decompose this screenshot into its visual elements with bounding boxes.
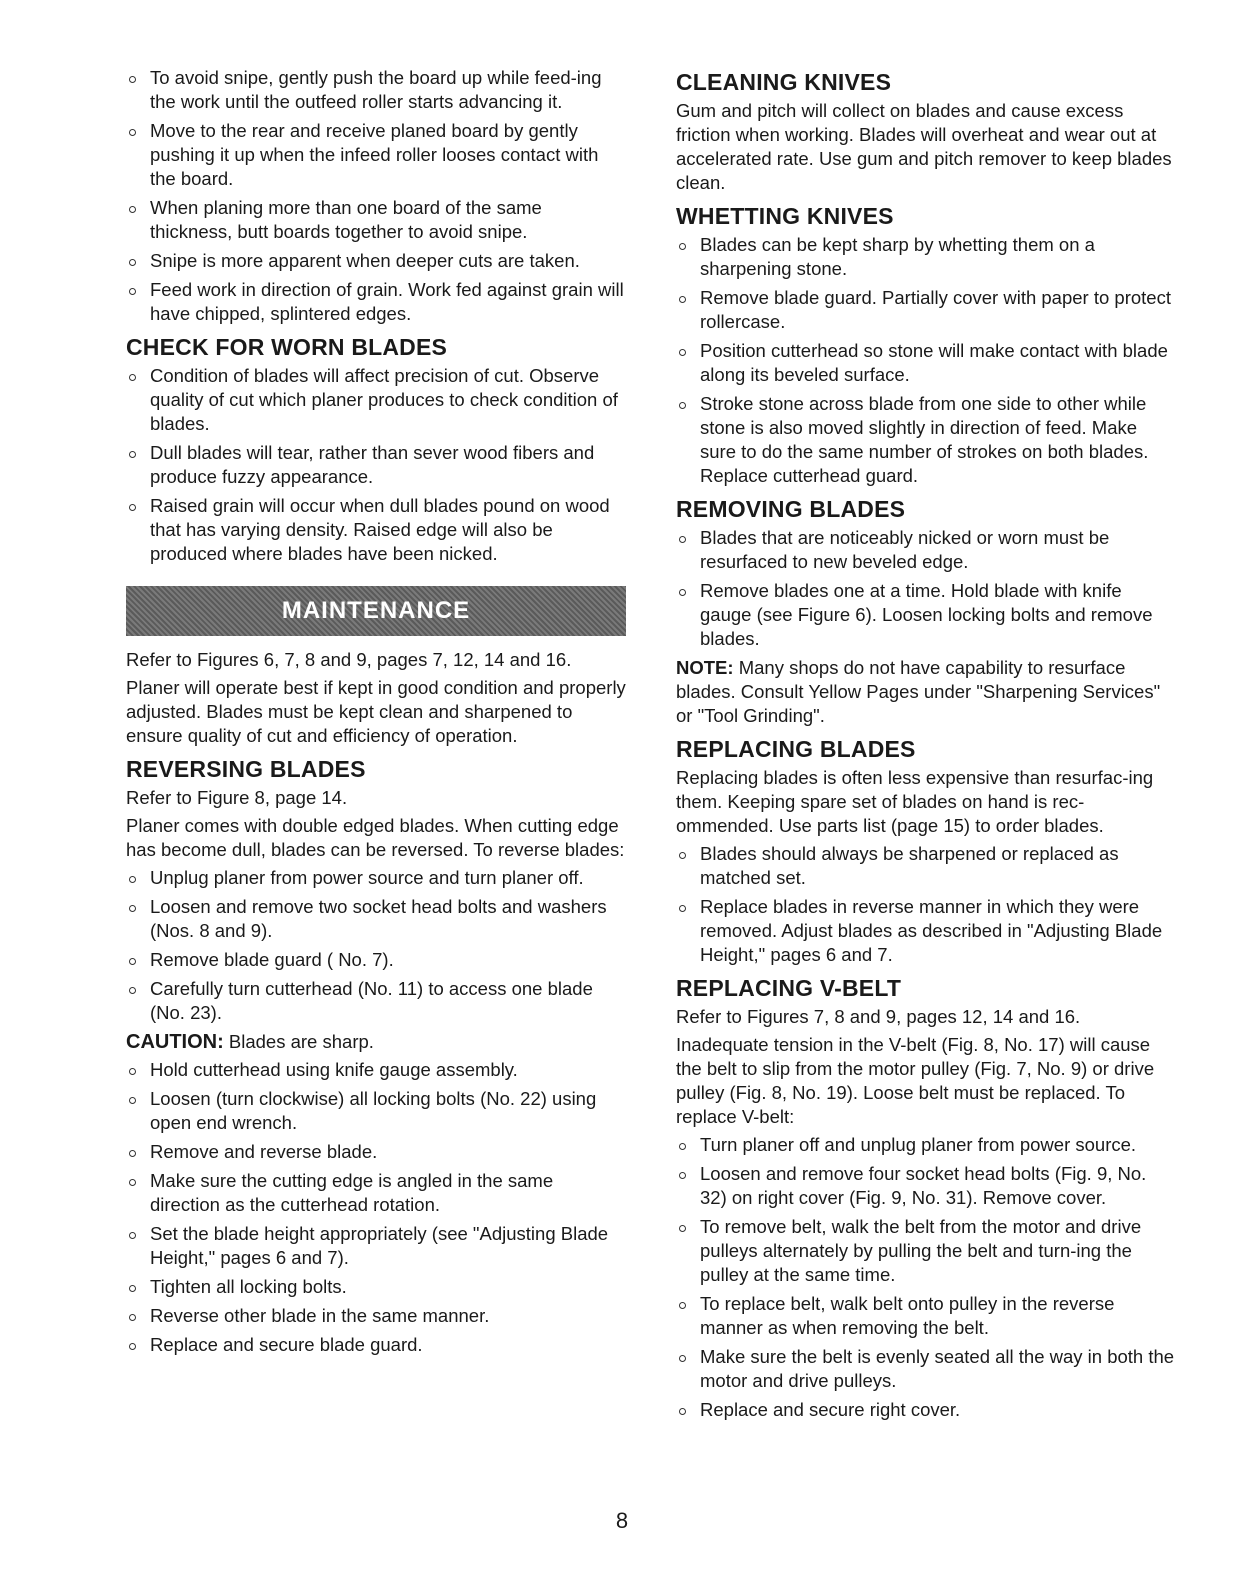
- bullet-icon: [129, 1097, 136, 1104]
- bullet-icon: [679, 1355, 686, 1362]
- list-item: Position cutterhead so stone will make contact with blade along its beveled surface.: [676, 339, 1176, 387]
- bullet-icon: [679, 905, 686, 912]
- bullet-icon: [129, 1343, 136, 1350]
- note-text: Many shops do not have capability to resurface blades. Consult Yellow Pages under "Sharpening Services" or "Tool Grinding".: [676, 657, 1161, 726]
- bullet-icon: [129, 876, 136, 883]
- list-item: Remove blade guard ( No. 7).: [126, 948, 626, 972]
- caution-label: CAUTION:: [126, 1031, 224, 1053]
- bullet-icon: [679, 1408, 686, 1415]
- list-item: Set the blade height appropriately (see "Adjusting Blade Height," pages 6 and 7).: [126, 1222, 626, 1270]
- list-item: Turn planer off and unplug planer from power source.: [676, 1133, 1176, 1157]
- section-heading-cleaning-knives: CLEANING KNIVES: [676, 69, 892, 95]
- section-heading-reversing-blades: REVERSING BLADES: [126, 756, 366, 782]
- section-heading-replacing-vbelt: REPLACING V-BELT: [676, 975, 902, 1001]
- list-item: Unplug planer from power source and turn planer off.: [126, 866, 626, 890]
- bullet-icon: [129, 958, 136, 965]
- vbelt-list: [676, 1133, 1176, 1422]
- list-item: Loosen and remove two socket head bolts and washers (Nos. 8 and 9).: [126, 895, 626, 943]
- bullet-icon: [129, 129, 136, 136]
- snipe-tips-list: [126, 66, 626, 326]
- reversing-intro: Planer comes with double edged blades. When cutting edge has become dull, blades can be reversed. To reverse blades:: [126, 815, 625, 860]
- vbelt-intro: Inadequate tension in the V-belt (Fig. 8, No. 17) will cause the belt to slip from the motor pulley (Fig. 7, No. 9) or drive pulley (Fig. 8, No. 19). Loose belt must be replaced. To replace V-belt:: [676, 1034, 1155, 1127]
- maintenance-intro: Planer will operate best if kept in good condition and properly adjusted. Blades must be kept clean and sharpened to ensure quality of cut and efficiency of operation.: [126, 677, 626, 746]
- bullet-icon: [129, 1150, 136, 1157]
- bullet-icon: [679, 296, 686, 303]
- list-item: Blades should always be sharpened or replaced as matched set.: [676, 842, 1176, 890]
- list-item: Replace and secure blade guard.: [126, 1333, 626, 1357]
- list-item: Feed work in direction of grain. Work fed against grain will have chipped, splintered edges.: [126, 278, 626, 326]
- list-item: Stroke stone across blade from one side to other while stone is also moved slightly in direction of feed. Make sure to do the same number of strokes on both blades. Replace cutterhead guard.: [676, 392, 1176, 488]
- section-heading-replacing-blades: REPLACING BLADES: [676, 736, 916, 762]
- maintenance-figures-ref: Refer to Figures 6, 7, 8 and 9, pages 7, 12, 14 and 16.: [126, 649, 572, 670]
- list-item: Condition of blades will affect precision of cut. Observe quality of cut which planer produces to check condition of blades.: [126, 364, 626, 436]
- list-item: When planing more than one board of the same thickness, butt boards together to avoid snipe.: [126, 196, 626, 244]
- replacing-intro: Replacing blades is often less expensive than resurfac-ing them. Keeping spare set of blades on hand is rec-ommended. Use parts list (page 15) to order blades.: [676, 767, 1154, 836]
- bullet-icon: [679, 1172, 686, 1179]
- list-item: To remove belt, walk the belt from the motor and drive pulleys alternately by pulling the belt and turn-ing the pulley at the same time.: [676, 1215, 1176, 1287]
- left-column: [126, 66, 626, 1362]
- bullet-icon: [679, 402, 686, 409]
- replacing-list: [676, 842, 1176, 967]
- reversing-figure-ref: Refer to Figure 8, page 14.: [126, 787, 348, 808]
- bullet-icon: [129, 905, 136, 912]
- maintenance-banner: [126, 586, 626, 636]
- reversing-steps-list-2: [126, 1058, 626, 1357]
- list-item: Dull blades will tear, rather than sever wood fibers and produce fuzzy appearance.: [126, 441, 626, 489]
- section-heading-whetting-knives: WHETTING KNIVES: [676, 203, 894, 229]
- bullet-icon: [129, 1179, 136, 1186]
- bullet-icon: [129, 504, 136, 511]
- bullet-icon: [129, 259, 136, 266]
- bullet-icon: [129, 1314, 136, 1321]
- bullet-icon: [129, 987, 136, 994]
- list-item: Snipe is more apparent when deeper cuts are taken.: [126, 249, 626, 273]
- bullet-icon: [129, 1232, 136, 1239]
- bullet-icon: [129, 1285, 136, 1292]
- vbelt-figures-ref: Refer to Figures 7, 8 and 9, pages 12, 14 and 16.: [676, 1006, 1081, 1027]
- list-item: Hold cutterhead using knife gauge assembly.: [126, 1058, 626, 1082]
- list-item: Move to the rear and receive planed board by gently pushing it up when the infeed roller looses contact with the board.: [126, 119, 626, 191]
- list-item: Replace and secure right cover.: [676, 1398, 1176, 1422]
- bullet-icon: [679, 536, 686, 543]
- worn-blades-list: [126, 364, 626, 566]
- bullet-icon: [129, 288, 136, 295]
- bullet-icon: [679, 1225, 686, 1232]
- right-column: [676, 66, 1176, 1427]
- page-number: 8: [615, 1508, 629, 1533]
- list-item: Tighten all locking bolts.: [126, 1275, 626, 1299]
- bullet-icon: [129, 76, 136, 83]
- bullet-icon: [679, 243, 686, 250]
- bullet-icon: [129, 451, 136, 458]
- list-item: Loosen (turn clockwise) all locking bolts (No. 22) using open end wrench.: [126, 1087, 626, 1135]
- bullet-icon: [679, 852, 686, 859]
- section-heading-removing-blades: REMOVING BLADES: [676, 496, 906, 522]
- cleaning-text: Gum and pitch will collect on blades and cause excess friction when working. Blades will overheat and wear out at accelerated rate. Use gum and pitch remover to keep blades clean.: [676, 100, 1172, 193]
- note-label: NOTE:: [676, 657, 734, 678]
- list-item: Replace blades in reverse manner in which they were removed. Adjust blades as described in "Adjusting Blade Height," pages 6 and 7.: [676, 895, 1176, 967]
- list-item: Carefully turn cutterhead (No. 11) to access one blade (No. 23).: [126, 977, 626, 1025]
- bullet-icon: [679, 1302, 686, 1309]
- bullet-icon: [679, 589, 686, 596]
- caution-note: [126, 1030, 626, 1054]
- list-item: Make sure the cutting edge is angled in the same direction as the cutterhead rotation.: [126, 1169, 626, 1217]
- removing-note: [676, 656, 1176, 728]
- caution-text: Blades are sharp.: [223, 1031, 374, 1052]
- list-item: To avoid snipe, gently push the board up while feed-ing the work until the outfeed roller starts advancing it.: [126, 66, 626, 114]
- list-item: Remove blades one at a time. Hold blade with knife gauge (see Figure 6). Loosen locking bolts and remove blades.: [676, 579, 1176, 651]
- section-heading-worn-blades: CHECK FOR WORN BLADES: [126, 334, 448, 360]
- list-item: Remove blade guard. Partially cover with paper to protect rollercase.: [676, 286, 1176, 334]
- bullet-icon: [129, 1068, 136, 1075]
- list-item: Reverse other blade in the same manner.: [126, 1304, 626, 1328]
- list-item: Make sure the belt is evenly seated all the way in both the motor and drive pulleys.: [676, 1345, 1176, 1393]
- reversing-steps-list: [126, 866, 626, 1025]
- list-item: Blades that are noticeably nicked or worn must be resurfaced to new beveled edge.: [676, 526, 1176, 574]
- list-item: To replace belt, walk belt onto pulley in the reverse manner as when removing the belt.: [676, 1292, 1176, 1340]
- bullet-icon: [679, 1143, 686, 1150]
- list-item: Blades can be kept sharp by whetting them on a sharpening stone.: [676, 233, 1176, 281]
- bullet-icon: [129, 374, 136, 381]
- list-item: Loosen and remove four socket head bolts (Fig. 9, No. 32) on right cover (Fig. 9, No. 31). Remove cover.: [676, 1162, 1176, 1210]
- list-item: Remove and reverse blade.: [126, 1140, 626, 1164]
- list-item: Raised grain will occur when dull blades pound on wood that has varying density. Raised edge will also be produced where blades have been nicked.: [126, 494, 626, 566]
- bullet-icon: [129, 206, 136, 213]
- bullet-icon: [679, 349, 686, 356]
- removing-list: [676, 526, 1176, 651]
- maintenance-banner-title: MAINTENANCE: [281, 597, 471, 624]
- whetting-list: [676, 233, 1176, 488]
